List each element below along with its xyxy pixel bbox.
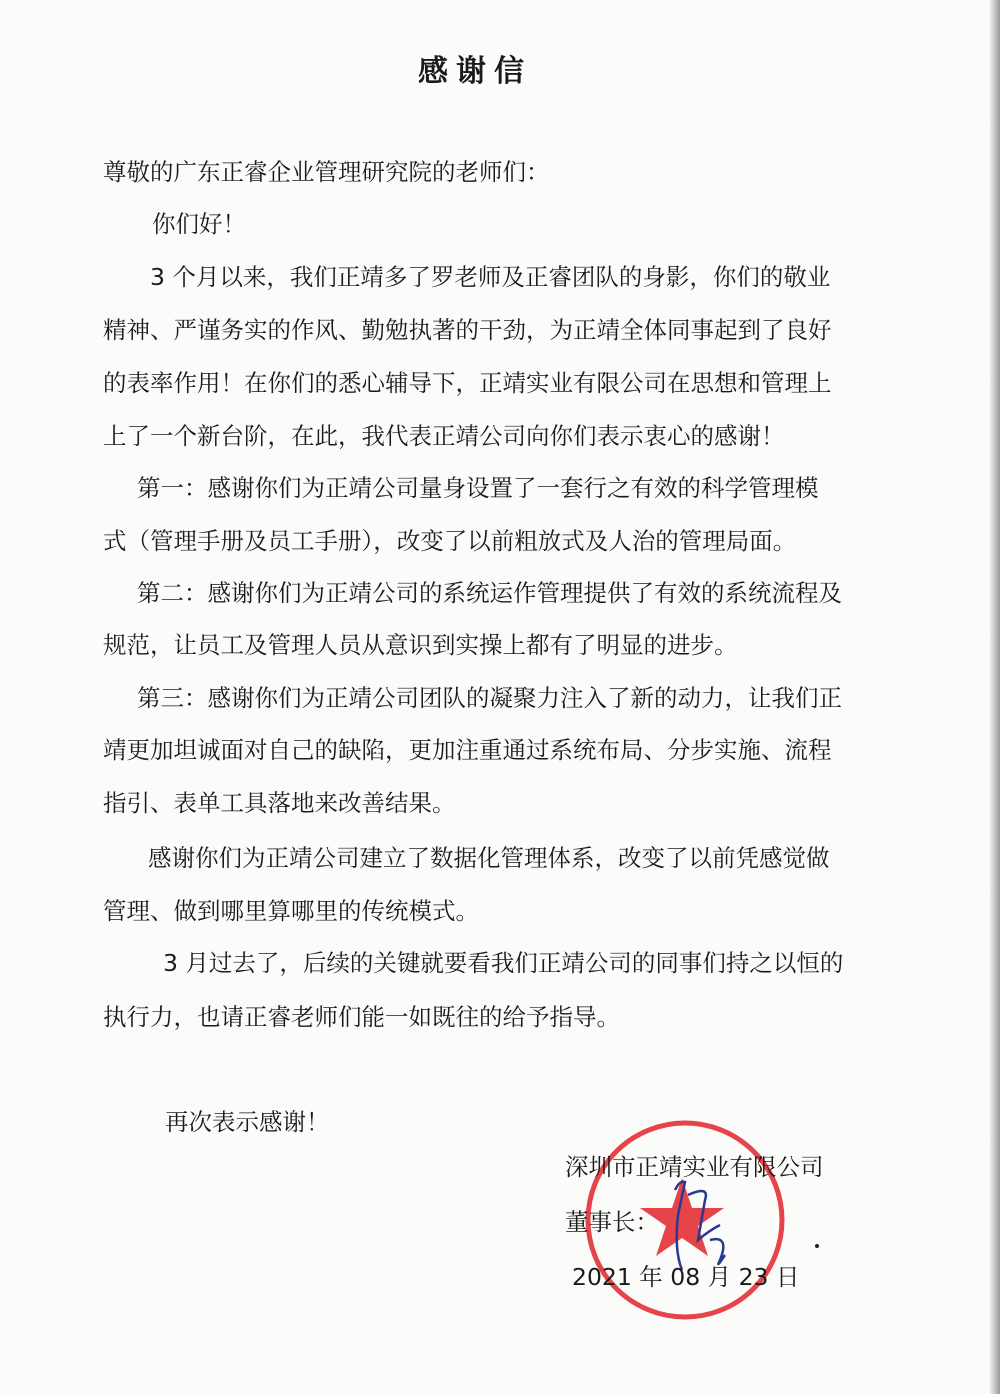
scan-edge [990,0,1000,1394]
body-line: 第三：感谢你们为正靖公司团队的凝聚力注入了新的动力，让我们正 [137,684,842,712]
signer-label: 董事长： [565,1208,659,1236]
ink-dot [815,1244,819,1248]
body-line: 靖更加坦诚面对自己的缺陷，更加注重通过系统布局、分步实施、流程 [103,736,832,764]
body-line: 3 个月以来，我们正靖多了罗老师及正睿团队的身影，你们的敬业 [150,263,831,291]
body-line: 的表率作用！在你们的悉心辅导下，正靖实业有限公司在思想和管理上 [103,369,832,397]
closing: 再次表示感谢！ [165,1108,330,1136]
body-line: 第一：感谢你们为正靖公司量身设置了一套行之有效的科学管理模 [137,474,819,502]
body-line: 指引、表单工具落地来改善结果。 [103,789,456,817]
body-line: 3 月过去了，后续的关键就要看我们正靖公司的同事们持之以恒的 [163,949,844,977]
body-line: 上了一个新台阶，在此，我代表正靖公司向你们表示衷心的感谢！ [103,422,785,450]
salutation: 尊敬的广东正睿企业管理研究院的老师们： [103,158,550,186]
body-line: 执行力，也请正睿老师们能一如既往的给予指导。 [103,1003,620,1031]
letter-title: 感谢信 [418,54,532,89]
body-line: 感谢你们为正靖公司建立了数据化管理体系，改变了以前凭感觉做 [148,844,830,872]
body-line: 式（管理手册及员工手册），改变了以前粗放式及人治的管理局面。 [103,527,797,555]
body-line: 管理、做到哪里算哪里的传统模式。 [103,897,479,925]
body-line: 精神、严谨务实的作风、勤勉执著的干劲，为正靖全体同事起到了良好 [103,316,832,344]
body-line: 第二：感谢你们为正靖公司的系统运作管理提供了有效的系统流程及 [137,579,842,607]
letter-date: 2021 年 08 月 23 日 [572,1263,800,1291]
body-line: 规范，让员工及管理人员从意识到实操上都有了明显的进步。 [103,631,738,659]
greeting: 你们好！ [152,210,246,238]
company-name: 深圳市正靖实业有限公司 [565,1153,824,1181]
